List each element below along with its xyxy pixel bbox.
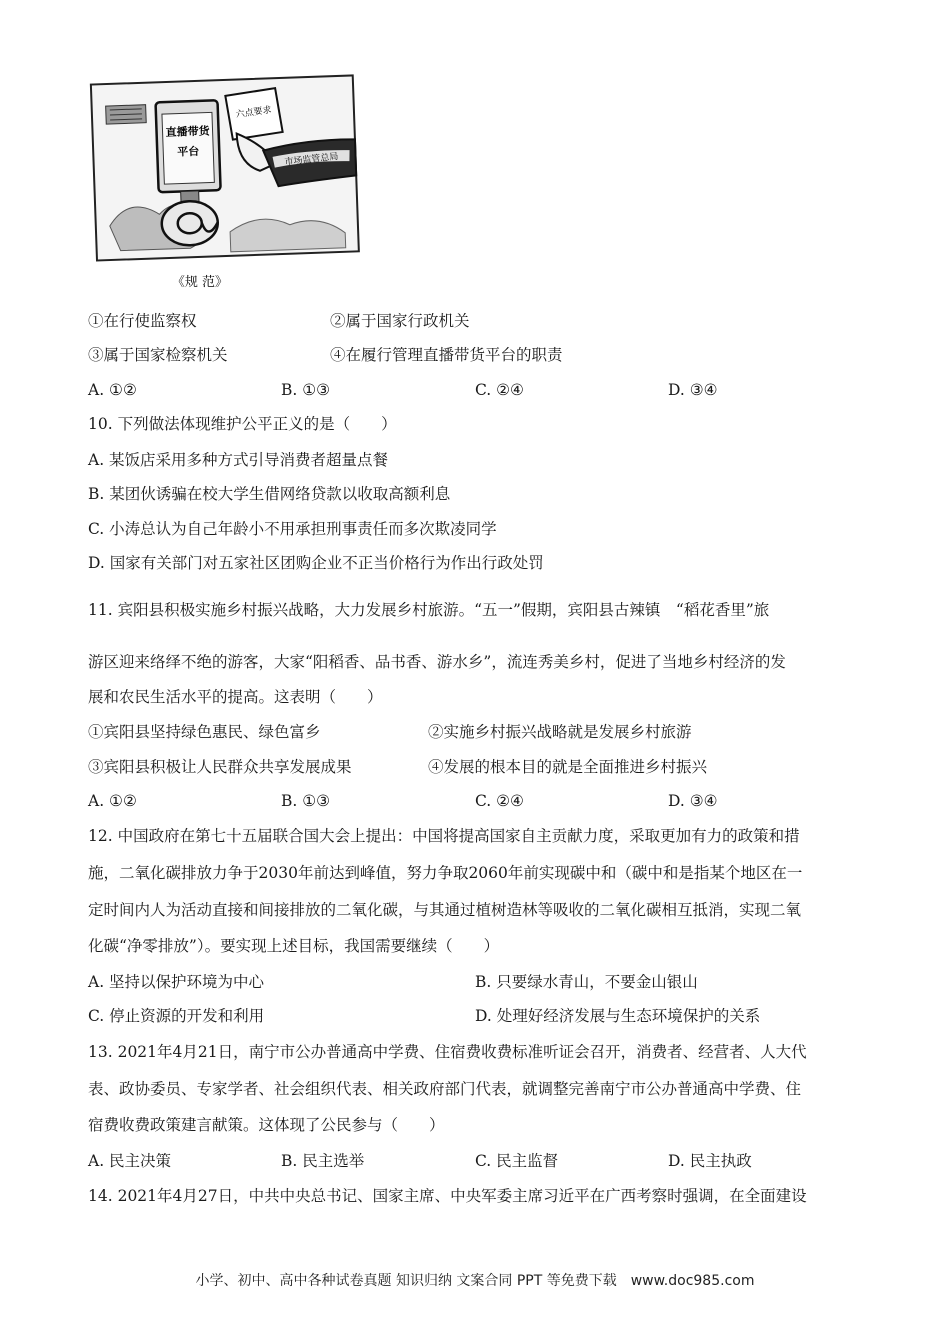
sign-text-line1: 直播带货 xyxy=(165,124,210,140)
cartoon-illustration xyxy=(88,72,360,294)
q14-stem-line1: 14. 2021年4月27日，中共中央总书记、国家主席、中央军委主席习近平在广西考察时强调，在全面建设 xyxy=(88,1187,807,1205)
page-footer[interactable]: 小学、初中、高中各种试卷真题 知识归纳 文案合同 PPT 等免费下载 www.doc985.com xyxy=(195,1273,755,1289)
q11-stem-line2: 游区迎来络绎不绝的游客，大家“阳稻香、品书香、游水乡”，流连秀美乡村，促进了当地乡村经济的发 xyxy=(88,653,786,671)
q11-stem-line1: 11. 宾阳县积极实施乡村振兴战略，大力发展乡村旅游。“五一”假期，宾阳县古辣镇 “稻花香里”旅 xyxy=(88,601,770,619)
q12-choice-b: B. 只要绿水青山，不要金山银山 xyxy=(475,973,698,991)
q10-choice-d: D. 国家有关部门对五家社区团购企业不正当价格行为作出行政处罚 xyxy=(88,554,544,572)
q11-choice-c: C. ②④ xyxy=(475,792,524,810)
q12-choice-c: C. 停止资源的开发和利用 xyxy=(88,1007,265,1025)
q9-choice-c: C. ②④ xyxy=(475,381,524,399)
q9-choice-b: B. ①③ xyxy=(281,381,331,399)
q9-option-4: ④在履行管理直播带货平台的职责 xyxy=(330,346,563,364)
q9-option-3: ③属于国家检察机关 xyxy=(88,346,228,364)
q11-option-2: ②实施乡村振兴战略就是发展乡村旅游 xyxy=(428,723,692,741)
q10-choice-a: A. 某饭店采用多种方式引导消费者超量点餐 xyxy=(88,451,389,469)
q12-choice-d: D. 处理好经济发展与生态环境保护的关系 xyxy=(475,1007,761,1025)
q11-option-4: ④发展的根本目的就是全面推进乡村振兴 xyxy=(428,758,708,776)
paper-text: 六点要求 xyxy=(235,105,273,121)
livestream-platform-sign xyxy=(156,100,222,206)
q12-choice-a: A. 坚持以保护环境为中心 xyxy=(88,973,265,991)
q10-stem: 10. 下列做法体现维护公平正义的是（ ） xyxy=(88,415,397,433)
q12-stem-line1: 12. 中国政府在第七十五届联合国大会上提出：中国将提高国家自主贡献力度，采取更加有力的政策和措 xyxy=(88,827,800,845)
q11-stem-line3: 展和农民生活水平的提高。这表明（ ） xyxy=(88,688,383,706)
q13-stem-line2: 表、政协委员、专家学者、社会组织代表、相关政府部门代表，就调整完善南宁市公办普通高中学费、住 xyxy=(88,1080,802,1098)
requirements-paper xyxy=(225,88,283,140)
sleeve-text: 市场监管总局 xyxy=(284,152,339,168)
q12-stem-line2: 施，二氧化碳排放力争于2030年前达到峰值，努力争取2060年前实现碳中和（碳中和是指某个地区在一 xyxy=(88,864,803,882)
q13-choice-c: C. 民主监督 xyxy=(475,1152,559,1170)
at-symbol-icon xyxy=(161,200,219,246)
sign-text-line2: 平台 xyxy=(177,144,200,159)
q11-option-3: ③宾阳县积极让人民群众共享发展成果 xyxy=(88,758,352,776)
q13-choice-b: B. 民主选举 xyxy=(281,1152,365,1170)
q11-option-1: ①宾阳县坚持绿色惠民、绿色富乡 xyxy=(88,723,321,741)
q9-choice-a: A. ①② xyxy=(88,381,137,399)
q9-option-2: ②属于国家行政机关 xyxy=(330,312,470,330)
q13-choice-a: A. 民主决策 xyxy=(88,1152,172,1170)
q11-choice-d: D. ③④ xyxy=(668,792,718,810)
q10-choice-c: C. 小涛总认为自己年龄小不用承担刑事责任而多次欺凌同学 xyxy=(88,520,497,538)
cartoon-caption: 《规 范》 xyxy=(171,275,229,290)
q13-choice-d: D. 民主执政 xyxy=(668,1152,752,1170)
q12-stem-line4: 化碳“净零排放”）。要实现上述目标，我国需要继续（ ） xyxy=(88,937,500,955)
building-icon xyxy=(106,105,147,124)
q11-choice-b: B. ①③ xyxy=(281,792,331,810)
q10-choice-b: B. 某团伙诱骗在校大学生借网络贷款以收取高额利息 xyxy=(88,485,451,503)
q13-stem-line1: 13. 2021年4月21日，南宁市公办普通高中学费、住宿费收费标准听证会召开，消费者、经营者、人大代 xyxy=(88,1043,807,1061)
q12-stem-line3: 定时间内人为活动直接和间接排放的二氧化碳，与其通过植树造林等吸收的二氧化碳相互抵消，实现二氧 xyxy=(88,901,802,919)
q9-option-1: ①在行使监察权 xyxy=(88,312,197,330)
q11-choice-a: A. ①② xyxy=(88,792,137,810)
q9-choice-d: D. ③④ xyxy=(668,381,718,399)
q13-stem-line3: 宿费收费政策建言献策。这体现了公民参与（ ） xyxy=(88,1116,445,1134)
